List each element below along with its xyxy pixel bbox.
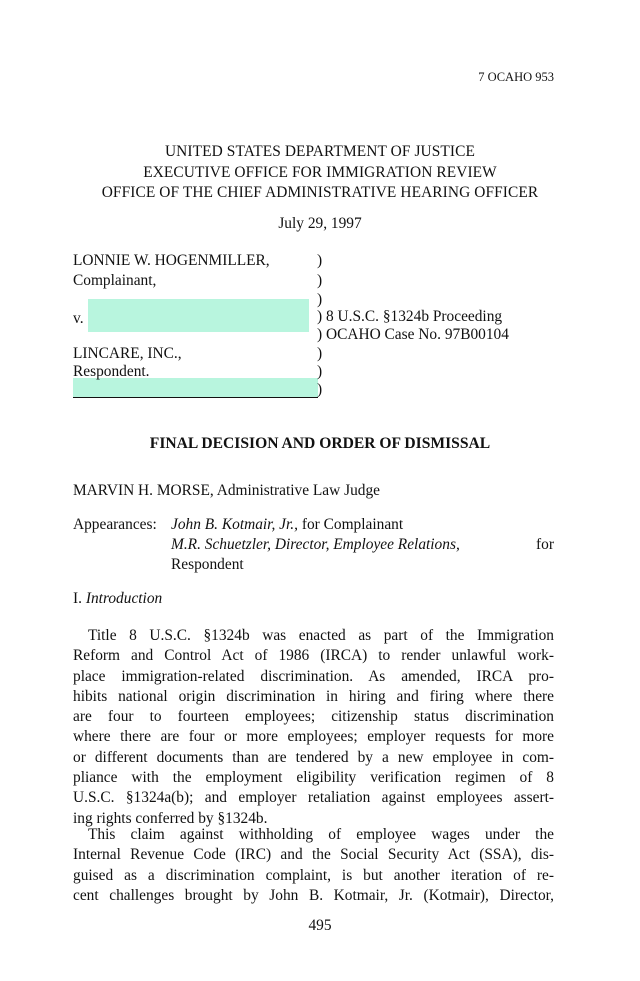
respondent-counsel: M.R. Schuetzler, Director, Employee Relations,	[171, 536, 460, 553]
paragraph-1-line: pliance with the employment eligibility verification regimen of 8	[73, 769, 554, 787]
paragraph-1-line: ing rights conferred by §1324b.	[73, 809, 268, 827]
caption-paren-5: )	[317, 363, 323, 380]
section-heading	[73, 590, 162, 608]
decision-date: July 29, 1997	[278, 215, 362, 232]
paragraph-2-line: guised as a discrimination complaint, is but another iteration of re-	[73, 866, 554, 884]
caption-paren-3: )	[317, 291, 323, 308]
paragraph-1-line: U.S.C. §1324a(b); and employer retaliation against employees assert-	[73, 789, 554, 807]
appearances-label: Appearances:	[73, 516, 157, 533]
respondent-counsel-suffix: for	[536, 536, 554, 553]
caption-paren-6: )	[317, 381, 323, 398]
complainant-name: LONNIE W. HOGENMILLER,	[73, 252, 270, 269]
page-number: 495	[308, 917, 332, 934]
paragraph-2	[73, 825, 554, 906]
complainant-counsel-suffix: for Complainant	[297, 516, 404, 533]
section-title: Introduction	[85, 590, 163, 607]
reporter-reference: 7 OCAHO 953	[478, 70, 554, 84]
paragraph-1-line: Reform and Control Act of 1986 (IRCA) to render unlawful work-	[73, 647, 554, 665]
complainant-counsel: John B. Kotmair, Jr.,	[171, 516, 298, 533]
paragraph-1-line: place immigration-related discrimination. As amended, IRCA pro-	[73, 667, 554, 685]
versus: v.	[73, 310, 84, 327]
paragraph-1	[73, 626, 554, 829]
document-title: FINAL DECISION AND ORDER OF DISMISSAL	[149, 435, 491, 452]
proceeding-type: ) 8 U.S.C. §1324b Proceeding	[317, 308, 503, 325]
respondent-counsel-line-2: Respondent	[171, 556, 244, 573]
case-number: ) OCAHO Case No. 97B00104	[317, 326, 509, 343]
agency-line-2: EXECUTIVE OFFICE FOR IMMIGRATION REVIEW	[143, 163, 497, 181]
agency-line-1: UNITED STATES DEPARTMENT OF JUSTICE	[164, 143, 476, 160]
paragraph-1-line: hibits national origin discrimination in hiring and firing where there	[73, 687, 554, 705]
caption-paren-1: )	[317, 252, 323, 269]
section-number: I.	[73, 590, 82, 607]
paragraph-1-line: are four to fourteen employees; citizenship status discrimination	[73, 708, 554, 726]
agency-heading	[0, 142, 640, 204]
caption-paren-2: )	[317, 272, 323, 289]
agency-line-3: OFFICE OF THE CHIEF ADMINISTRATIVE HEARING OFFICER	[101, 184, 539, 201]
paragraph-1-line: where there are four or more employees; employer requests for more	[73, 728, 554, 746]
paragraph-2-line: cent challenges brought by John B. Kotmair, Jr. (Kotmair), Director,	[73, 886, 554, 904]
paragraph-1-line: Title 8 U.S.C. §1324b was enacted as part of the Immigration	[88, 627, 554, 644]
paragraph-1-line: or different documents than are tendered by a new employee in com-	[73, 748, 554, 766]
judge-line: MARVIN H. MORSE, Administrative Law Judge	[73, 482, 380, 499]
caption-paren-4: )	[317, 345, 323, 362]
respondent-counsel-line	[171, 536, 554, 554]
complainant-counsel-line	[171, 516, 403, 534]
respondent-name: LINCARE, INC.,	[73, 345, 182, 362]
paragraph-2-line: This claim against withholding of employee wages under the	[88, 826, 554, 843]
respondent-role: Respondent.	[73, 363, 150, 380]
complainant-role: Complainant,	[73, 272, 157, 289]
paragraph-2-line: Internal Revenue Code (IRC) and the Social Security Act (SSA), dis-	[73, 846, 554, 864]
redaction-highlight-1	[88, 299, 309, 332]
caption-underline	[73, 397, 318, 398]
